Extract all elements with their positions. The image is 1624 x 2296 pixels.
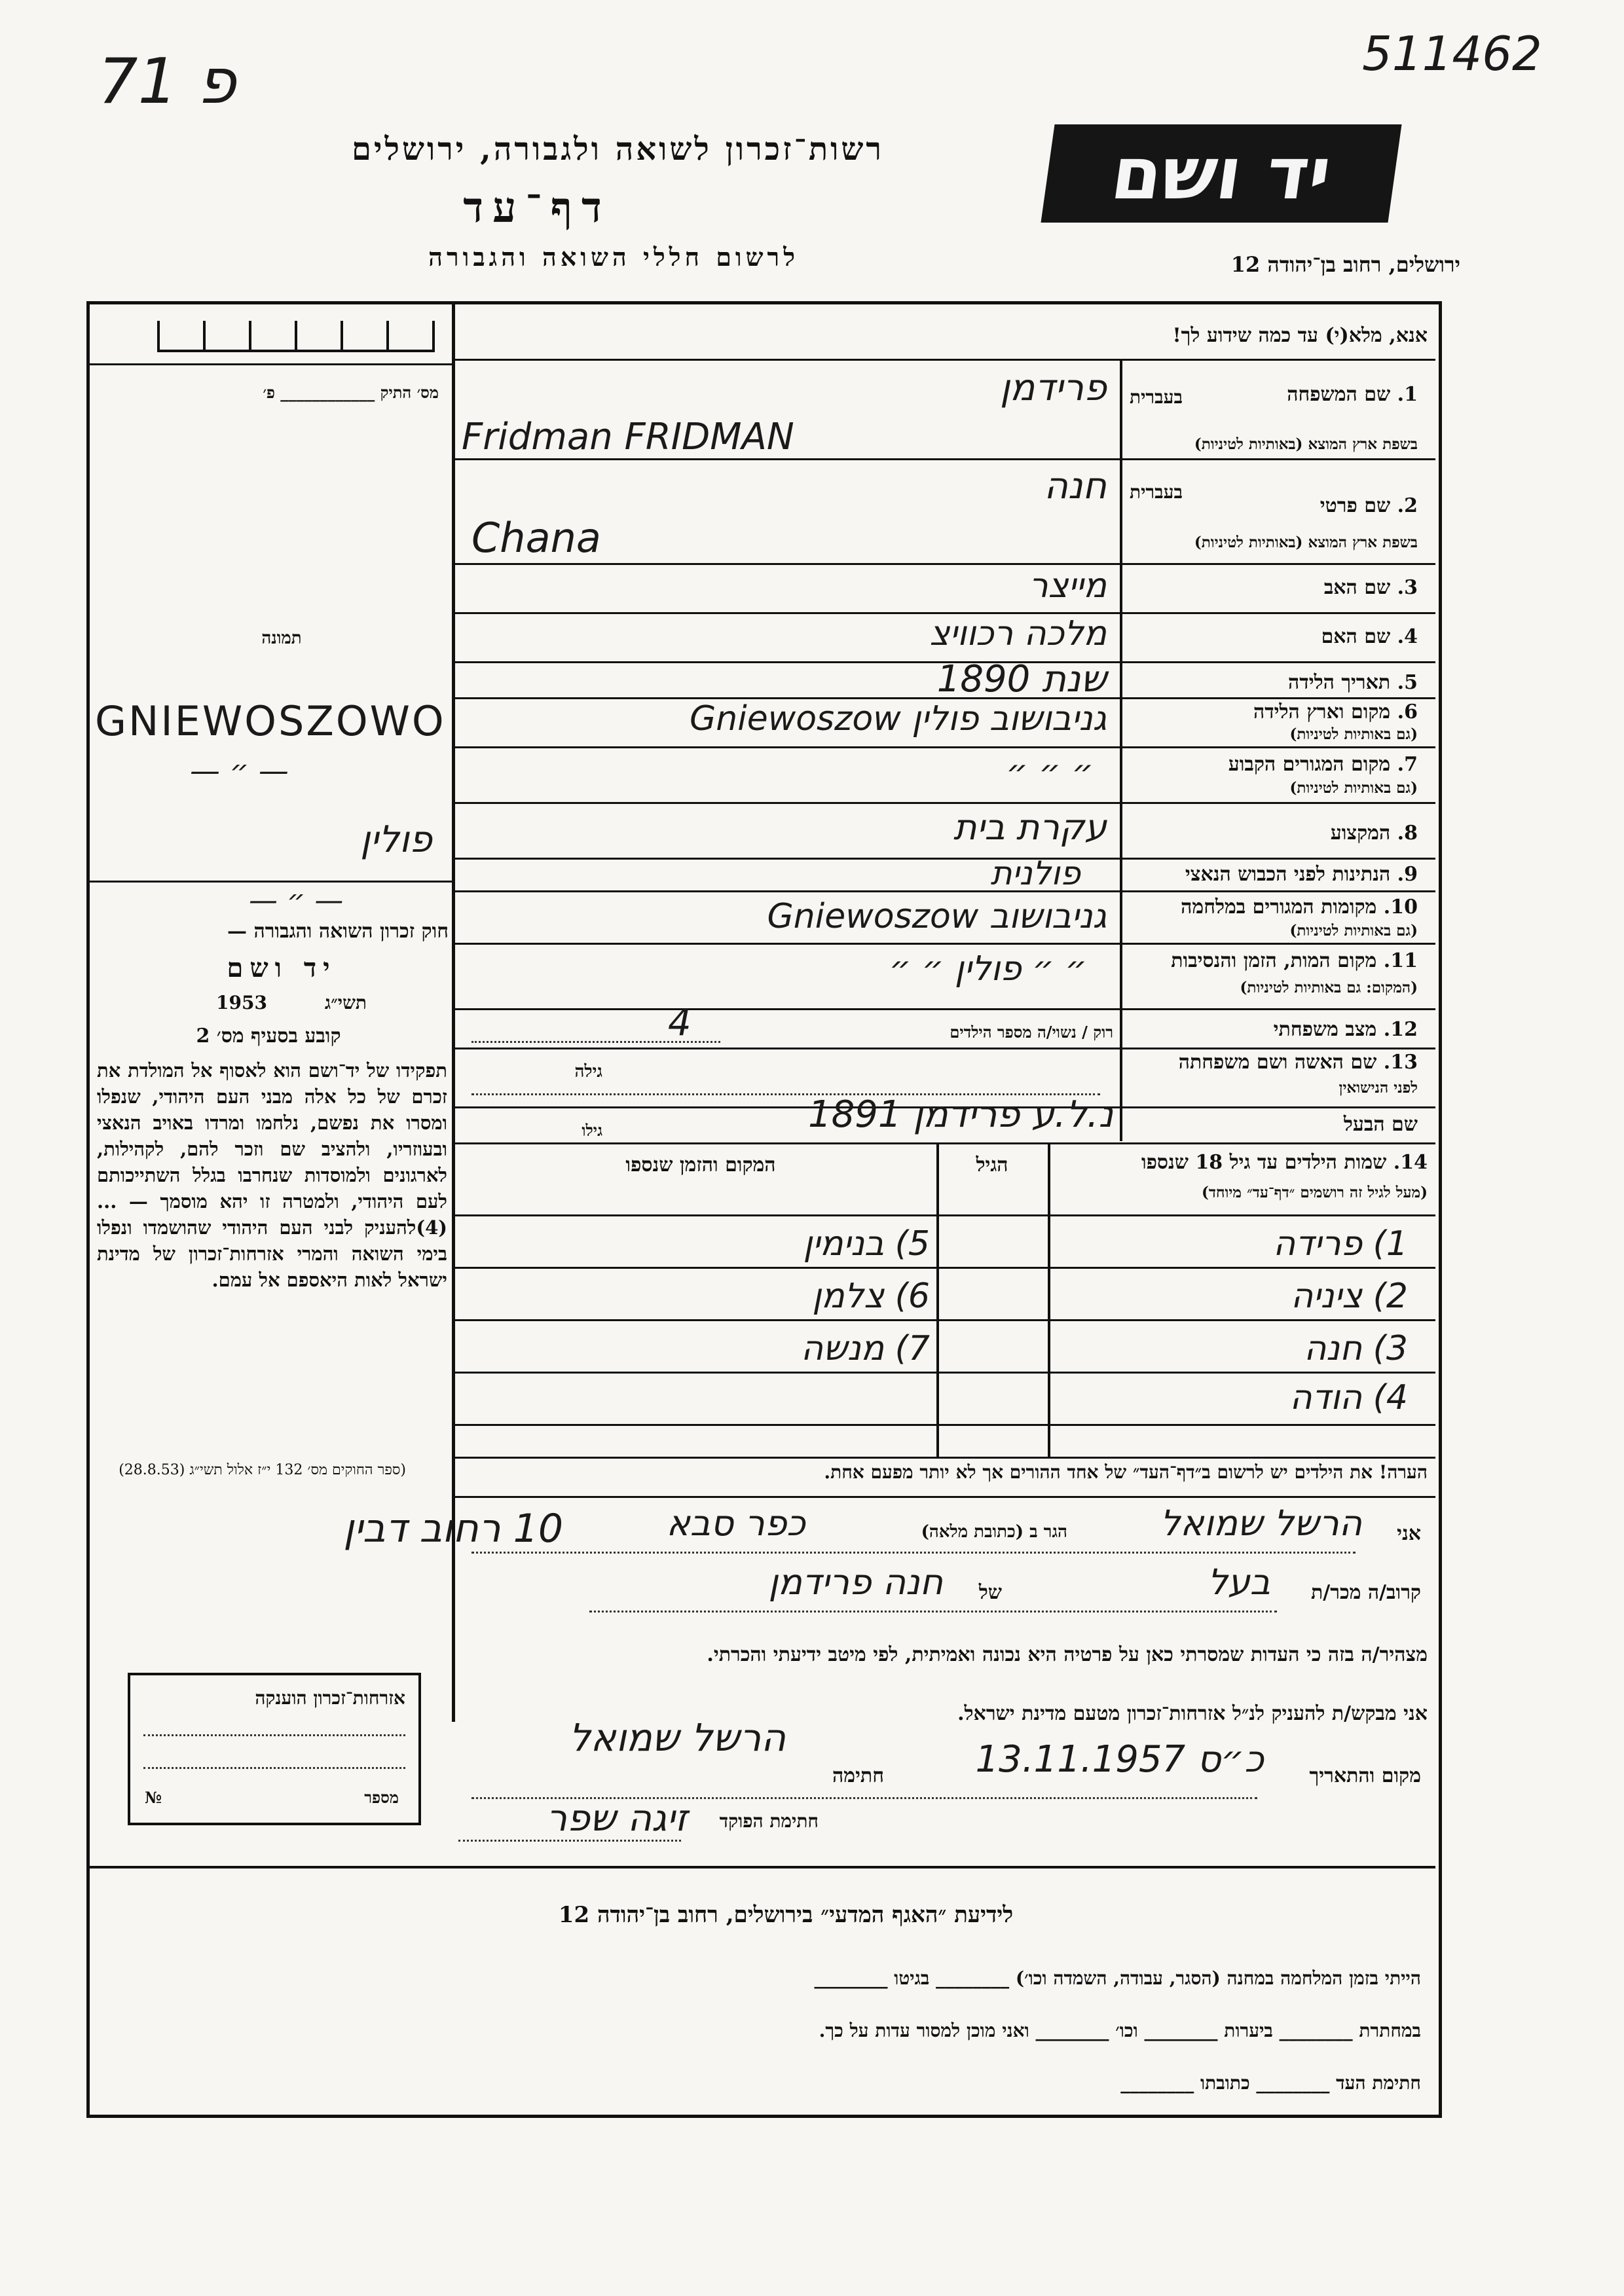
footer-title: לידיעת ״האגף המדעי״ בירושלים, רחוב בן־יהודה 12 xyxy=(558,1902,1014,1928)
field-sub-7: (גם באותיות לטיניות) xyxy=(1289,779,1418,797)
tick-strip xyxy=(144,321,445,360)
declarant-name-hand: הרשל שמואל xyxy=(1160,1503,1362,1544)
stamp-no: מספר xyxy=(364,1788,399,1807)
field-sub2-13: גילה xyxy=(574,1062,602,1082)
instruction: אנא, מלא(י) עד כמה שידוע לך! xyxy=(1172,324,1428,347)
field-hand-7: ״ ״ ״ xyxy=(1006,753,1094,792)
relation-person-hand: חנה פרידמן xyxy=(768,1561,943,1603)
field-sub-13: לפני הנישואין xyxy=(1338,1079,1418,1097)
field-label-10: 10. מקומות המגורים במלחמה xyxy=(1181,896,1418,919)
birth-place-latin-hand: GNIEWOSZOWO xyxy=(95,697,446,745)
field-label-3: 3. שם האב xyxy=(1323,576,1418,599)
yad-vashem-logo xyxy=(1041,124,1401,223)
field-hand-9: פולנית xyxy=(990,854,1080,892)
signature-hand: הרשל שמואל xyxy=(568,1715,786,1760)
field-hand-he-2: חנה xyxy=(1044,465,1107,507)
file-number: מס׳ התיק ____________ פ׳ xyxy=(263,383,439,402)
field-label-6: 6. מקום וארץ הלידה xyxy=(1253,701,1418,723)
field-label-7: 7. מקום המגורים הקבוע xyxy=(1228,753,1418,776)
field-hand-12: 4 xyxy=(668,1002,692,1044)
date-label: מקום והתאריך xyxy=(1309,1764,1421,1787)
field-sub-2: בשפת ארץ המוצא (באותיות לטיניות) xyxy=(1194,534,1418,551)
photo-label: תמונה xyxy=(261,629,302,648)
form-subtitle: לרשום חללי השואה והגבורה xyxy=(428,242,799,272)
relation-label: קרוב/ה מכר/ת xyxy=(1310,1581,1421,1604)
relation-of: של xyxy=(978,1581,1002,1604)
field-label-5: 5. תאריך הלידה xyxy=(1288,671,1418,694)
children-title: 14. שמות הילדים עד גיל 18 שנספו xyxy=(1141,1151,1428,1174)
relation-hand: בעל xyxy=(1208,1561,1270,1603)
child-place-3: 7) מנשה xyxy=(801,1329,930,1368)
field-hand-5: שנת 1890 xyxy=(936,658,1107,701)
field-hand-11: ״ ״ פולין ״ ״ xyxy=(889,949,1087,989)
footer-line-2: במחתרת ________ ביערות ________ וכו׳ ________ ואני מוכן למסור עדות על כך. xyxy=(819,2020,1421,2041)
officer-hand: זיגה שפר xyxy=(546,1797,688,1840)
field-hand-6: גניבושוב פולין Gniewoszow xyxy=(690,699,1107,738)
form-title: דף־עד xyxy=(463,183,611,232)
corner-number: 511462 xyxy=(1362,26,1542,81)
law-name: יד ושם xyxy=(227,953,337,983)
field-hand-10: גניבושוב Gniewoszow xyxy=(767,897,1107,936)
stamp-no-latin: № xyxy=(145,1788,162,1807)
field-hand-latin-1: Fridman FRIDMAN xyxy=(462,416,794,458)
corner-note-left: 71 פ xyxy=(98,46,236,118)
field-sub-10: (גם באותיות לטיניות) xyxy=(1289,922,1418,939)
field-label-9: 9. הנתינות לפני הכבוש הנאצי xyxy=(1185,863,1418,886)
field-label-1: 1. שם המשפחה xyxy=(1287,383,1418,406)
field-hand-4: מלכה רכוויצ xyxy=(929,614,1107,653)
field-hand-husband: נ.ל.ע פרידמן 1891 xyxy=(808,1093,1113,1136)
address: ירושלים, רחוב בן־יהודה 12 xyxy=(1230,252,1460,277)
officer-label: חתימת הפוקד xyxy=(719,1810,819,1832)
declarant-address-hand: כפר סבא xyxy=(666,1503,805,1544)
law-title: חוק זכרון השואה והגבורה — xyxy=(227,920,449,943)
law-year-he: תשי״ג xyxy=(324,992,367,1013)
field-label-husband: שם הבעל xyxy=(1343,1113,1418,1136)
children-col-age: הגיל xyxy=(976,1154,1008,1176)
law-text: תפקידו של יד־ושם הוא לאסוף אל המולדת את זכרם של כל אלה מבני העם היהודי, שנפלו ומסרו את נפשם, נלחמו ומרדו באויב הנאצי ובעוזריו, ולהציב שם וזכר להם, לקהילות, לארגונים ולמוסדות שנחרבו בגלל השתייכותם לעם היהודי, ולמטרה זו יהא מוסמך — ...(4)להעניק לבני העם היהודי שהושמדו ונפלו בימי השואה והמרי אזרחות־זכרון של מדינת ישראל לאות היאספם אל עמם. xyxy=(97,1059,447,1291)
request-text: אני מבקש/ת להעניק לנ״ל אזרחות־זכרון מטעם מדינת ישראל. xyxy=(957,1702,1428,1725)
child-name-2: 2) ציניה xyxy=(1291,1277,1408,1316)
note-line: הערה! את הילדים יש לרשום ב״דף־העד״ של אחד ההורים אך לא יותר מפעם אחת. xyxy=(824,1461,1428,1483)
field-label-4: 4. שם האם xyxy=(1321,625,1418,648)
field-hand-he-1: פרידמן xyxy=(1000,367,1107,409)
child-name-4: 4) הודה xyxy=(1289,1378,1408,1417)
field-label-13: 13. שם האשה ושם משפחתה xyxy=(1178,1051,1418,1074)
declarant-address-tail-hand: 10 רחוב דבין xyxy=(343,1506,563,1552)
logo-text: יד ושם xyxy=(1106,132,1337,215)
law-clause: קובע בסעיף מס׳ 2 xyxy=(196,1025,341,1048)
field-sub2-husband: גילו xyxy=(581,1121,602,1140)
field-label-8: 8. המקצוע xyxy=(1330,822,1418,845)
child-place-2: 6) צלמן xyxy=(812,1277,930,1316)
field-sub-6: (גם באותיות לטיניות) xyxy=(1289,725,1418,743)
field-sub-1: בשפת ארץ המוצא (באותיות לטיניות) xyxy=(1194,435,1418,453)
child-name-3: 3) חנה xyxy=(1304,1329,1408,1368)
date-hand: כ״ס 13.11.1957 xyxy=(975,1738,1264,1781)
signature-label: חתימה xyxy=(832,1764,884,1787)
child-place-1: 5) בנימין xyxy=(803,1224,930,1264)
children-col-place: המקום והזמן שנספו xyxy=(625,1154,776,1176)
field-label-12: 12. מצב משפחתי xyxy=(1273,1018,1418,1041)
field-hand-3: מייצר xyxy=(1029,566,1107,606)
authority-title: רשות־זכרון לשואה ולגבורה, ירושלים xyxy=(351,131,884,168)
law-year: 1953 xyxy=(216,992,267,1013)
stamp-title: אזרחות־זכרון הוענקה xyxy=(255,1687,405,1709)
children-note: (מעל לגיל זה רושמים ״דף־עד״ מיוחד) xyxy=(1201,1184,1428,1201)
field-label-11: 11. מקום המות, הזמן והנסיבות xyxy=(1171,949,1418,972)
footer-line-1: הייתי בזמן המלחמה במחנה (הסגר, עבודה, השמדה וכו׳) ________ בגיטו ________ xyxy=(814,1967,1421,1989)
memorial-citizenship-box xyxy=(128,1673,421,1825)
field-hand-latin-2: Chana xyxy=(471,514,601,562)
law-reference: (ספר החוקים מס׳ 132 י״ז אלול תשי״ג (28.8.53) xyxy=(119,1462,406,1478)
field-hand-8: עקרת בית xyxy=(953,807,1107,848)
declaration-text: מצהיר/ה בזה כי העדות שמסרתי כאן על פרטיה היא נכונה ואמיתית, לפי מיטב ידיעתי והכרתי. xyxy=(707,1643,1428,1666)
footer-line-3: חתימת העד ________ כתובתו ________ xyxy=(1120,2072,1421,2094)
field-tag-1: בעברית xyxy=(1130,386,1183,408)
field-label-2: 2. שם פרטי xyxy=(1320,494,1418,517)
field-tag-2: בעברית xyxy=(1130,481,1183,503)
dash-hand: — ״ — xyxy=(190,753,289,788)
declarant-label: אני xyxy=(1397,1522,1421,1545)
field-sub-11: (המקום: גם באותיות לטיניות) xyxy=(1240,979,1418,996)
country-hand: פולין xyxy=(360,818,432,861)
child-name-1: 1) פרידה xyxy=(1273,1224,1408,1264)
declarant-address-label: הגר ב (כתובת מלאה) xyxy=(921,1522,1067,1542)
ditto-hand: — ״ — xyxy=(249,884,344,917)
field-sub2-12: רוק / נשוי/ה מספר הילדים xyxy=(950,1023,1113,1042)
